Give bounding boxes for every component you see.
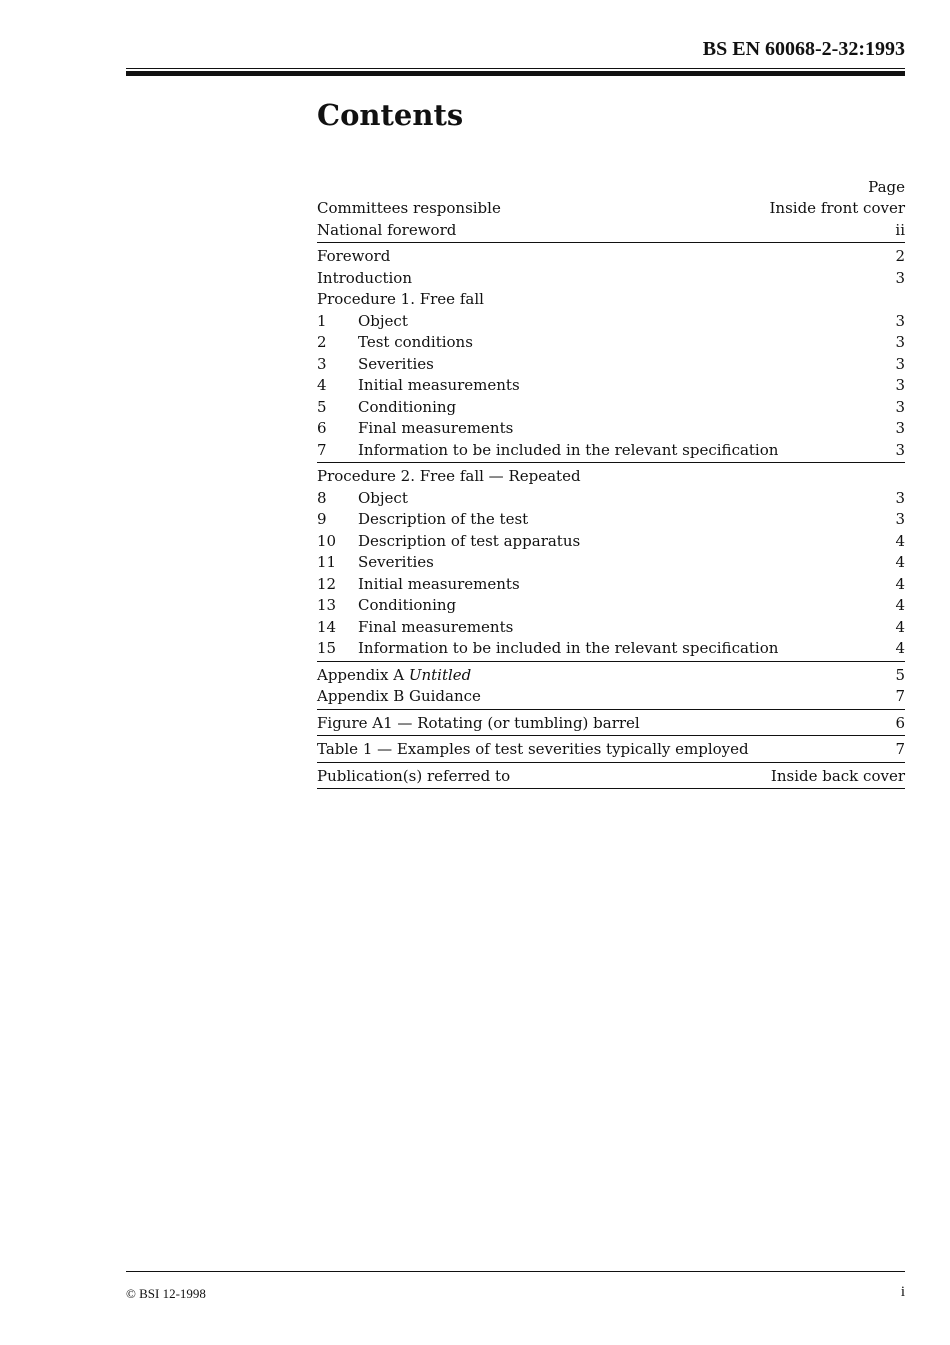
toc-entry-title-text: Committees responsible <box>317 199 501 217</box>
toc-entry-page: 3 <box>895 376 905 394</box>
page-column-heading: Page <box>868 178 905 196</box>
toc-entry[interactable] <box>317 739 905 761</box>
toc-entry[interactable] <box>317 397 905 419</box>
toc-entry[interactable] <box>317 595 905 617</box>
toc-entry-title <box>358 311 895 333</box>
toc-entry[interactable] <box>317 198 905 220</box>
toc-entry-number: 5 <box>317 397 327 416</box>
toc-entry-title <box>317 766 771 788</box>
toc-entry-page: 4 <box>895 617 905 636</box>
toc-entry-title <box>358 595 895 617</box>
toc-entry-page: 7 <box>895 687 905 705</box>
toc-entry-title <box>358 440 895 462</box>
toc-group <box>317 665 905 710</box>
toc-entry-number: 7 <box>317 440 327 459</box>
toc-entry[interactable] <box>317 509 905 531</box>
toc-entry-page: 4 <box>895 596 905 614</box>
toc-entry-number: 6 <box>317 419 327 437</box>
toc-group <box>317 198 905 243</box>
toc-entry-title <box>358 354 895 376</box>
toc-entry[interactable] <box>317 638 905 660</box>
toc-entry-title-text: Appendix A <box>317 665 405 684</box>
toc-entry[interactable] <box>317 531 905 553</box>
toc-entry-title-text: Test conditions <box>358 333 473 351</box>
toc-entry-title <box>358 509 895 531</box>
toc-entry-title <box>358 552 895 574</box>
toc-entry-title-text: Publication(s) referred to <box>317 766 511 785</box>
toc-entry[interactable] <box>317 686 905 708</box>
toc-entry-page: 4 <box>895 639 905 657</box>
toc-entry-number: 15 <box>317 639 337 657</box>
toc-entry[interactable] <box>317 552 905 574</box>
toc-entry[interactable] <box>317 766 905 788</box>
toc-entry-title-text: National foreword <box>317 220 457 239</box>
toc-group <box>317 466 905 662</box>
toc-entry-title-italic: Untitled <box>408 665 472 684</box>
toc-entry-title <box>358 531 895 553</box>
toc-entry-title-text: Procedure 1. Free fall <box>317 290 484 308</box>
page-number: i <box>900 1284 905 1300</box>
toc-entry-title <box>317 466 905 488</box>
toc-entry-title-text: Description of test apparatus <box>358 531 581 550</box>
toc-entry[interactable] <box>317 440 905 462</box>
toc-entry-title <box>317 289 905 311</box>
toc-entry-title-text: Description of the test <box>358 510 529 528</box>
document-id: BS EN 60068-2-32:1993 <box>702 38 905 60</box>
toc-entry-title-text: Final measurements <box>358 419 514 437</box>
toc-entry-page: 3 <box>895 488 905 507</box>
toc-entry-page: 3 <box>895 510 905 528</box>
toc-entry-page: 3 <box>895 311 905 330</box>
toc-entry[interactable] <box>317 466 905 488</box>
toc-entry-page: 7 <box>895 740 905 758</box>
toc-entry-page: 3 <box>895 397 905 416</box>
toc-entry-title-text: Table 1 — Examples of test severities typically employed <box>317 740 749 758</box>
toc-entry-page: 3 <box>895 440 905 459</box>
toc-entry[interactable] <box>317 220 905 242</box>
toc-entry-title <box>317 713 895 735</box>
toc-entry-title <box>358 375 895 397</box>
toc-group <box>317 713 905 737</box>
page-title: Contents <box>317 98 464 132</box>
toc-entry-title <box>358 617 895 639</box>
toc-entry[interactable] <box>317 311 905 333</box>
toc-entry-number: 10 <box>317 531 337 550</box>
toc-entry-page: Inside back cover <box>770 766 905 785</box>
toc-entry-number: 14 <box>317 617 337 636</box>
toc-entry-number: 11 <box>317 553 337 571</box>
toc-entry-title-text: Conditioning <box>358 596 457 614</box>
toc-entry[interactable] <box>317 617 905 639</box>
toc-entry-title-text: Information to be included in the relevant specification <box>358 639 779 657</box>
toc-entry-title-text: Appendix B Guidance <box>317 687 481 705</box>
table-of-contents <box>317 177 905 792</box>
toc-entry[interactable] <box>317 418 905 440</box>
toc-entry-page: 4 <box>895 531 905 550</box>
toc-entry-page: 5 <box>895 665 905 684</box>
toc-entry-number: 4 <box>317 376 327 394</box>
toc-entry-title <box>317 198 770 220</box>
toc-entry-title <box>317 220 895 242</box>
toc-entry-title <box>358 488 895 510</box>
toc-entry-number: 12 <box>317 574 337 593</box>
toc-entry-page: 6 <box>895 713 905 732</box>
toc-entry[interactable] <box>317 289 905 311</box>
toc-entry-page: 3 <box>895 268 905 287</box>
toc-entry-page: 4 <box>895 574 905 593</box>
toc-entry-title-text: Procedure 2. Free fall — Repeated <box>317 467 581 485</box>
toc-entry[interactable] <box>317 574 905 596</box>
toc-entry[interactable] <box>317 713 905 735</box>
toc-entry[interactable] <box>317 354 905 376</box>
toc-entry-title-text: Initial measurements <box>358 574 520 593</box>
toc-entry-number: 9 <box>317 510 327 528</box>
toc-entry-title-text: Object <box>358 488 408 507</box>
toc-entry[interactable] <box>317 332 905 354</box>
header-rule-thick <box>126 71 905 76</box>
toc-entry-page: ii <box>895 220 905 239</box>
toc-group <box>317 246 905 463</box>
toc-entry-title-text: Severities <box>358 553 434 571</box>
toc-entry-title <box>358 638 895 660</box>
toc-entry-number: 2 <box>317 333 327 351</box>
header-rule-thin <box>126 68 905 69</box>
toc-entry-number: 13 <box>317 596 337 614</box>
toc-entry-title-text: Conditioning <box>358 397 457 416</box>
toc-entry-title <box>317 268 895 290</box>
toc-entry-page: 4 <box>895 553 905 571</box>
toc-entry-number: 8 <box>317 488 327 507</box>
toc-entry-page: Inside front cover <box>769 199 905 217</box>
toc-entry-number: 3 <box>317 354 327 373</box>
toc-entry-page: 3 <box>895 419 905 437</box>
toc-entry-title <box>317 665 895 687</box>
toc-entry-title-text: Object <box>358 311 408 330</box>
toc-group <box>317 766 905 790</box>
toc-entry-title <box>317 246 895 268</box>
toc-entry[interactable] <box>317 246 905 268</box>
toc-entry-title <box>317 686 895 708</box>
toc-group <box>317 739 905 763</box>
toc-entry-page: 3 <box>895 333 905 351</box>
toc-entry-title <box>358 418 895 440</box>
toc-entry[interactable] <box>317 268 905 290</box>
toc-entry[interactable] <box>317 665 905 687</box>
toc-entry-title-text: Initial measurements <box>358 376 520 394</box>
toc-entry-number: 1 <box>317 311 327 330</box>
toc-entry-title-text: Severities <box>358 354 434 373</box>
footer-rule <box>126 1271 905 1272</box>
toc-entry-title <box>358 574 895 596</box>
toc-entry-title-text: Foreword <box>317 247 391 265</box>
copyright-notice: © BSI 12-1998 <box>126 1286 206 1301</box>
toc-entry-page: 2 <box>895 247 905 265</box>
toc-entry[interactable] <box>317 488 905 510</box>
toc-entry-title <box>317 739 895 761</box>
toc-entry-title-text: Figure A1 — Rotating (or tumbling) barrel <box>317 713 640 732</box>
toc-entry-title-text: Information to be included in the relevant specification <box>358 440 779 459</box>
toc-entry-title-text: Final measurements <box>358 617 514 636</box>
toc-entry-page: 3 <box>895 354 905 373</box>
toc-entry-title <box>358 397 895 419</box>
toc-entry-title-text: Introduction <box>317 268 412 287</box>
toc-entry-title <box>358 332 895 354</box>
toc-entry[interactable] <box>317 375 905 397</box>
